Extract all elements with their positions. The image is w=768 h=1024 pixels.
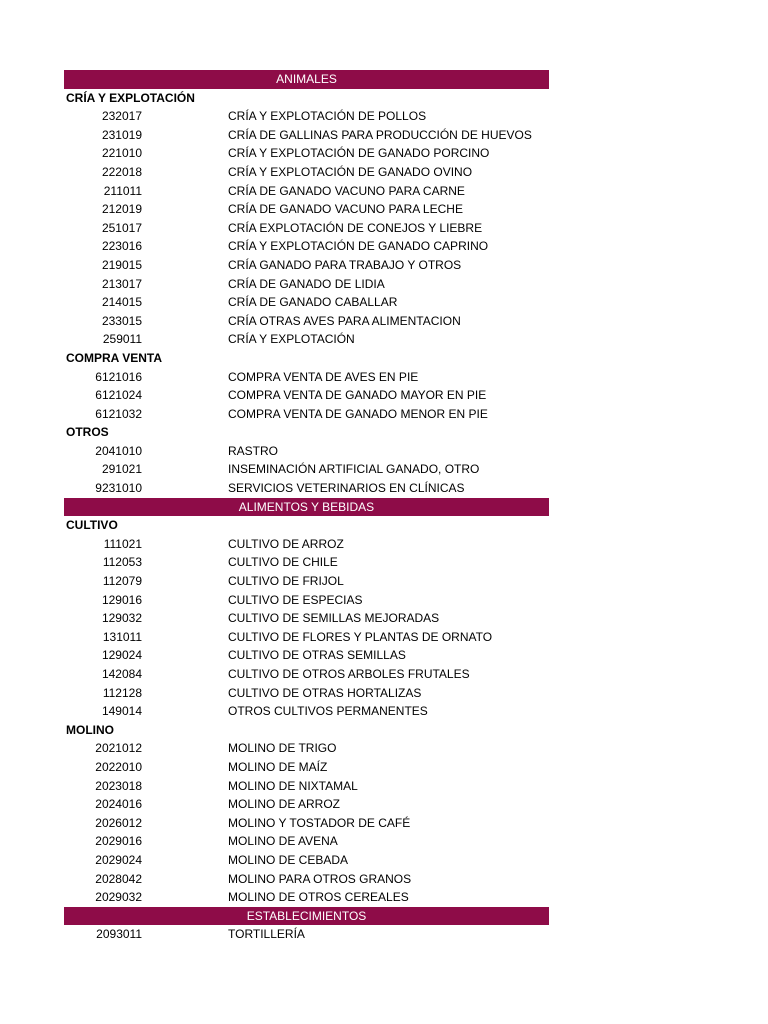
activity-code: 2028042 <box>95 871 142 886</box>
table-row <box>64 460 549 479</box>
table-row <box>64 702 549 721</box>
activity-description: CRÍA DE GANADO VACUNO PARA LECHE <box>228 202 463 217</box>
activity-description: CRÍA Y EXPLOTACIÓN DE GANADO PORCINO <box>228 146 490 161</box>
table-row <box>64 405 549 424</box>
activity-description: MOLINO DE NIXTAMAL <box>228 778 358 793</box>
activity-description: CULTIVO DE ESPECIAS <box>228 592 363 607</box>
activity-code: 2029024 <box>95 852 142 867</box>
table-row <box>64 795 549 814</box>
activity-description: CULTIVO DE ARROZ <box>228 536 344 551</box>
table-row <box>64 832 549 851</box>
table-row <box>64 144 549 163</box>
table-row <box>64 182 549 201</box>
activity-description: COMPRA VENTA DE AVES EN PIE <box>228 369 419 384</box>
table-row <box>64 275 549 294</box>
activity-code: 112053 <box>102 555 142 570</box>
activity-description: CRÍA DE GANADO VACUNO PARA CARNE <box>228 183 465 198</box>
activity-description: CULTIVO DE FLORES Y PLANTAS DE ORNATO <box>228 629 493 644</box>
table-row <box>64 888 549 907</box>
table-row <box>64 870 549 889</box>
section-header: ESTABLECIMIENTOS <box>64 907 549 926</box>
activity-code: 112128 <box>102 685 142 700</box>
activity-description: CULTIVO DE FRIJOL <box>228 574 344 589</box>
activity-code: 223016 <box>101 239 142 254</box>
activity-description: MOLINO DE ARROZ <box>228 797 341 812</box>
table-row <box>64 330 549 349</box>
table-row <box>64 609 549 628</box>
activity-code: 2093011 <box>96 927 142 942</box>
activity-description: MOLINO DE MAÍZ <box>228 759 328 774</box>
table-row <box>64 591 549 610</box>
activity-code: 9231010 <box>95 481 142 496</box>
table-row <box>64 126 549 145</box>
activity-description: CRÍA DE GANADO DE LIDIA <box>228 276 385 291</box>
table-row <box>64 200 549 219</box>
activity-code: 214015 <box>101 295 142 310</box>
activity-description: TORTILLERÍA <box>228 927 305 942</box>
activity-description: COMPRA VENTA DE GANADO MENOR EN PIE <box>228 406 488 421</box>
activity-description: COMPRA VENTA DE GANADO MAYOR EN PIE <box>228 388 487 403</box>
section-header: ALIMENTOS Y BEBIDAS <box>64 498 549 517</box>
activity-description: CRÍA DE GALLINAS PARA PRODUCCIÓN DE HUEVOS <box>228 127 532 142</box>
activity-description: INSEMINACIÓN ARTIFICIAL GANADO, OTRO <box>228 462 480 477</box>
activity-code: 131011 <box>102 629 142 644</box>
activity-code: 2021012 <box>95 741 142 756</box>
table-row <box>64 237 549 256</box>
activity-code: 6121024 <box>95 388 142 403</box>
activity-code: 232017 <box>101 109 142 124</box>
activity-description: OTROS CULTIVOS PERMANENTES <box>228 704 428 719</box>
table-row <box>64 535 549 554</box>
table-row <box>64 758 549 777</box>
activity-code: 129016 <box>101 592 142 607</box>
activity-description: CRÍA Y EXPLOTACIÓN <box>228 332 355 347</box>
activity-code: 6121016 <box>95 369 142 384</box>
activity-code: 291021 <box>101 462 142 477</box>
activity-description: MOLINO Y TOSTADOR DE CAFÉ <box>228 815 411 830</box>
table-row <box>64 684 549 703</box>
table-row <box>64 665 549 684</box>
activity-code: 6121032 <box>95 406 142 421</box>
table-row <box>64 386 549 405</box>
activity-description: RASTRO <box>228 443 279 458</box>
activity-code: 259011 <box>102 332 142 347</box>
activity-description: MOLINO DE CEBADA <box>228 852 349 867</box>
table-row <box>64 628 549 647</box>
table-row <box>64 293 549 312</box>
table-row <box>64 368 549 387</box>
table-row <box>64 479 549 498</box>
activity-description: CULTIVO DE OTRAS SEMILLAS <box>228 648 406 663</box>
activity-code: 2024016 <box>95 797 142 812</box>
table-row <box>64 107 549 126</box>
activity-description: CRÍA Y EXPLOTACIÓN DE GANADO OVINO <box>228 164 473 179</box>
group-heading: CULTIVO <box>66 518 118 533</box>
activity-description: CRÍA Y EXPLOTACIÓN DE GANADO CAPRINO <box>228 239 489 254</box>
group-heading: CRÍA Y EXPLOTACIÓN <box>66 90 195 105</box>
table-row <box>64 739 549 758</box>
activity-description: SERVICIOS VETERINARIOS EN CLÍNICAS <box>228 481 465 496</box>
activity-code-sheet <box>64 70 549 944</box>
activity-code: 112079 <box>102 574 142 589</box>
group-heading: MOLINO <box>66 722 114 737</box>
activity-code: 2041010 <box>95 443 142 458</box>
table-row <box>64 851 549 870</box>
activity-code: 222018 <box>101 164 142 179</box>
activity-code: 213017 <box>101 276 142 291</box>
activity-description: CULTIVO DE OTRAS HORTALIZAS <box>228 685 422 700</box>
activity-code: 251017 <box>101 220 142 235</box>
table-row <box>64 572 549 591</box>
activity-description: CRÍA OTRAS AVES PARA ALIMENTACION <box>228 313 461 328</box>
table-row <box>64 163 549 182</box>
activity-code: 2022010 <box>95 759 142 774</box>
activity-code: 149014 <box>101 704 142 719</box>
activity-description: MOLINO DE TRIGO <box>228 741 337 756</box>
activity-code: 2023018 <box>95 778 142 793</box>
activity-description: CRÍA DE GANADO CABALLAR <box>228 295 398 310</box>
activity-code: 111021 <box>103 536 142 551</box>
activity-code: 129032 <box>101 611 142 626</box>
activity-description: CULTIVO DE SEMILLAS MEJORADAS <box>228 611 440 626</box>
activity-description: CRÍA EXPLOTACIÓN DE CONEJOS Y LIEBRE <box>228 220 483 235</box>
table-row <box>64 219 549 238</box>
group-heading: COMPRA VENTA <box>66 350 162 365</box>
activity-code: 2029032 <box>95 890 142 905</box>
table-row <box>64 312 549 331</box>
table-row <box>64 442 549 461</box>
activity-code: 233015 <box>101 313 142 328</box>
activity-description: CULTIVO DE CHILE <box>228 555 338 570</box>
activity-description: MOLINO DE AVENA <box>228 834 338 849</box>
table-row <box>64 256 549 275</box>
activity-description: MOLINO DE OTROS CEREALES <box>228 890 409 905</box>
activity-code: 221010 <box>101 146 142 161</box>
activity-code: 211011 <box>103 183 142 198</box>
activity-code: 2026012 <box>95 815 142 830</box>
table-row <box>64 814 549 833</box>
section-header: ANIMALES <box>64 70 549 89</box>
table-row <box>64 777 549 796</box>
activity-code: 2029016 <box>95 834 142 849</box>
activity-description: MOLINO PARA OTROS GRANOS <box>228 871 412 886</box>
activity-code: 129024 <box>101 648 142 663</box>
activity-description: CULTIVO DE OTROS ARBOLES FRUTALES <box>228 667 470 681</box>
activity-code: 212019 <box>101 202 142 217</box>
activity-code: 219015 <box>101 257 142 272</box>
table-row <box>64 553 549 572</box>
activity-code: 231019 <box>101 127 142 142</box>
activity-description: CRÍA GANADO PARA TRABAJO Y OTROS <box>228 257 462 272</box>
table-row <box>64 925 549 944</box>
activity-description: CRÍA Y EXPLOTACIÓN DE POLLOS <box>228 109 427 124</box>
table-row <box>64 646 549 665</box>
activity-code: 142084 <box>101 667 142 681</box>
group-heading: OTROS <box>66 425 109 440</box>
